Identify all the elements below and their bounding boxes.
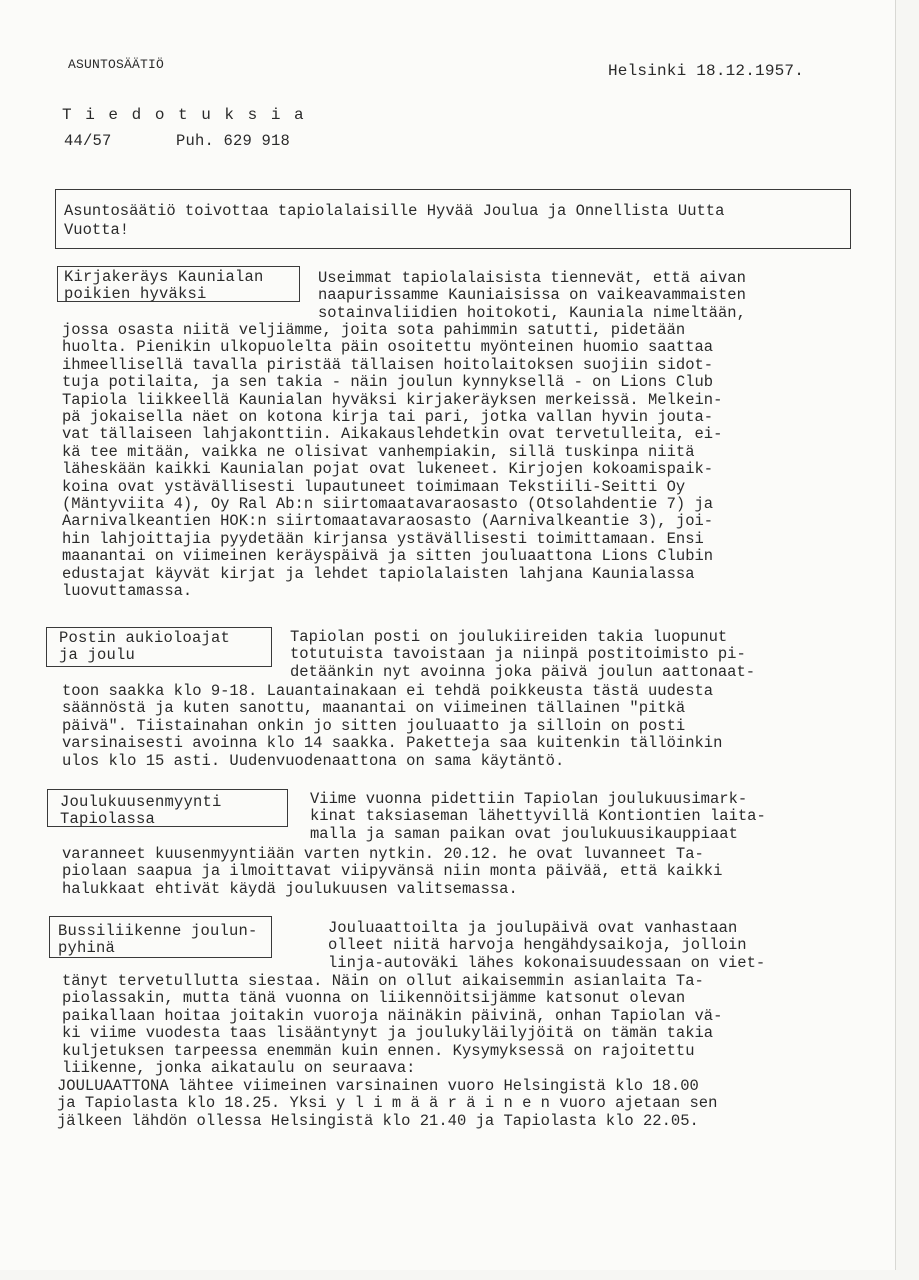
place-date: Helsinki 18.12.1957.	[608, 62, 805, 80]
section-heading-box	[46, 627, 272, 667]
section-body-text: jossa osasta niitä veljiämme, joita sota pahimmin satutti, pidetään huolta. Pienikin ulkopuolelta päin osoitettu myönteinen huomio saattaa ihmeellisellä tavalla piristää tällaisen hoitolaitoksen suojiin sidot- tuja potilaita, ja sen takia - näin joulun kynnyksellä - on Lions Club Tapiola liikkeellä Kaunialan hyväksi kirjakeräyksen merkeissä. Melkein- pä jokaisella näet on kotona kirja tai pari, jotka vallan hyvin jouta- vat tällaiseen lahjakonttiin. Aikakauslehdetkin ovat tervetulleita, ei- kä tee mitään, vaikka ne olisivat vanhempiakin, sillä tuskinpa niitä läheskään kaikki Kaunialan pojat ovat lukeneet. Kirjojen kokoamispaik- koina ovat ystävällisesti lupautuneet toimimaan Tekstiili-Seitti Oy (Mäntyviita 4), Oy Ral Ab:n siirtomaatavaraosasto (Otsolahdentie 7) ja Aarnivalkeantien HOK:n siirtomaatavaraosasto (Aarnivalkeantie 3), joi- hin lahjoittajia pyydetään kirjansa ystävällisesti toimittamaan. Ensi maanantai on viimeinen keräyspäivä ja sitten jouluaattona Lions Clubin edustajat käyvät kirjat ja lehdet tapiolalaisten lahjana Kaunialassa luovuttamassa.	[62, 321, 723, 601]
section-heading: Joulukuusenmyynti Tapiolassa	[60, 793, 222, 828]
section-body-text: tänyt tervetullutta siestaa. Näin on ollut aikaisemmin asianlaita Ta- piolassakin, mutta tänä vuonna on liikennöitsijämme katsonut olevan paikallaan hoitaa joitakin vuoroja näinäkin päivinä, onhan Tapiolan vä- ki viime vuodesta taas lisääntynyt ja joulukyläilyjöitä on tämän takia kuljetuksen tarpeessa enemmän kuin ennen. Kysymyksessä on rajoitettu liikenne, jonka aikataulu on seuraava:	[62, 972, 723, 1078]
greeting-box	[55, 189, 851, 249]
section-heading: Postin aukioloajat ja joulu	[59, 629, 231, 664]
section-heading: Kirjakeräys Kaunialan poikien hyväksi	[64, 268, 264, 303]
greeting-text: Asuntosäätiö toivottaa tapiolalaisille Hyvää Joulua ja Onnellista Uutta Vuotta!	[64, 202, 725, 239]
section-heading: Bussiliikenne joulun- pyhinä	[58, 922, 258, 957]
section-lead-text: Jouluaattoilta ja joulupäivä ovat vanhastaan olleet niitä harvoja hengähdysaikoja, jolloin linja-autoväki lähes kokonaisuudessaan on viet-	[328, 919, 766, 972]
section-heading-box	[47, 789, 288, 827]
issue-number: 44/57	[64, 132, 112, 150]
section-heading-box	[49, 916, 272, 958]
section-heading-box	[57, 266, 300, 302]
schedule-text: JOULUAATTONA lähtee viimeinen varsinainen vuoro Helsingistä klo 18.00 ja Tapiolasta klo 18.25. Yksi y l i m ä ä r ä i n e n vuoro ajetaan sen jälkeen lähdön ollessa Helsingistä klo 21.40 ja Tapiolasta klo 22.05.	[57, 1077, 718, 1130]
section-lead-text: Viime vuonna pidettiin Tapiolan joulukuusimark- kinat taksiaseman lähettyvillä Kontiontien laita- malla ja saman paikan ovat joulukuusikauppiaat	[310, 790, 766, 843]
section-lead-text: Tapiolan posti on joulukiireiden takia luopunut totutuista tavoistaan ja niinpä postitoimisto pi- detäänkin nyt avoinna joka päivä joulun aattonaat-	[290, 628, 756, 681]
organization-name: ASUNTOSÄÄTIÖ	[68, 57, 165, 72]
phone-number: Puh. 629 918	[176, 132, 291, 150]
section-body-text: toon saakka klo 9-18. Lauantainakaan ei tehdä poikkeusta tästä uudesta säännöstä ja kuten sanottu, maanantai on viimeinen tällainen "pitkä päivä". Tiistainahan onkin jo sitten jouluaatto ja silloin on posti varsinaisesti avoinna klo 14 saakka. Paketteja saa kuitenkin tällöinkin ulos klo 15 asti. Uudenvuodenaattona on sama käytäntö.	[62, 682, 723, 770]
section-body-text: varanneet kuusenmyyntiään varten nytkin. 20.12. he ovat luvanneet Ta- piolaan saapua ja ilmoittavat viipyvänsä niin monta päivää, että kaikki halukkaat ehtivät käydä joulukuusen valitsemassa.	[62, 845, 723, 898]
section-lead-text: Useimmat tapiolalaisista tiennevät, että aivan naapurissamme Kauniaisissa on vaikeavammaisten sotainvaliidien hoitokoti, Kauniala nimeltään,	[318, 269, 746, 322]
document-title: T i e d o t u k s i a	[62, 106, 306, 124]
